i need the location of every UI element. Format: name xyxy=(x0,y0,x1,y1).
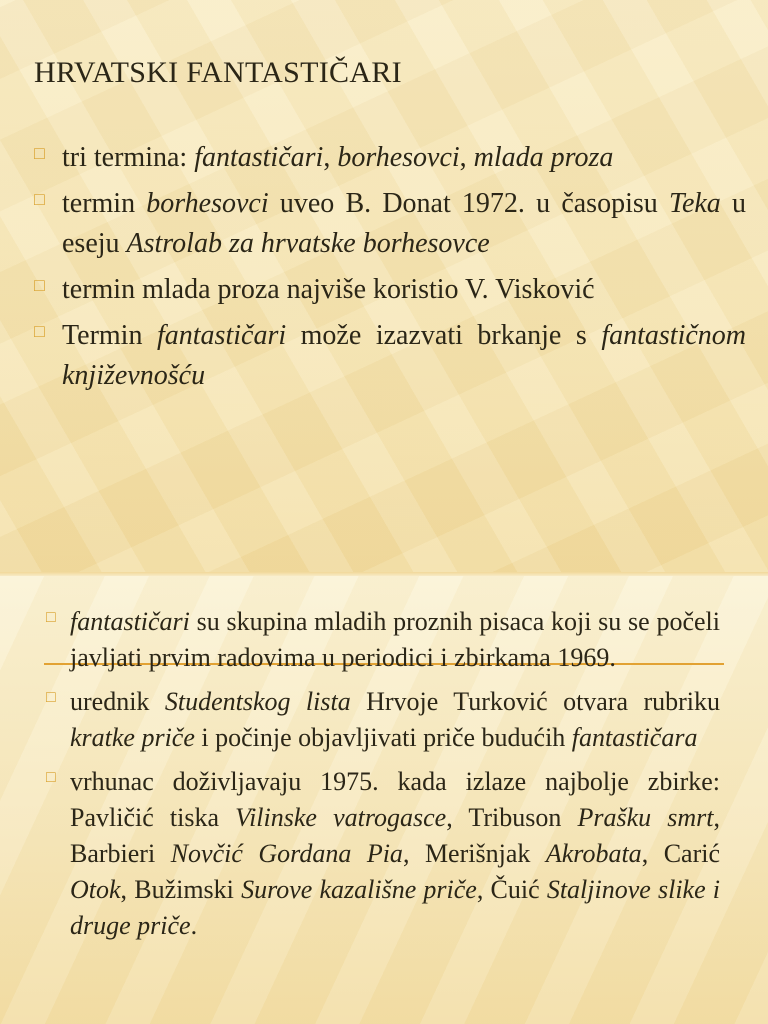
italic-text-run: fantastičnom književnošću xyxy=(62,320,746,391)
text-run: , Carić xyxy=(641,839,720,868)
bullet-marker-icon: □ xyxy=(34,143,45,163)
italic-text-run: fantastičara xyxy=(571,723,698,752)
slide-1-bullet-list xyxy=(34,138,746,402)
italic-text-run: Studentskog lista xyxy=(164,687,351,716)
bullet-marker-icon: □ xyxy=(34,275,45,295)
text-run: , Barbieri xyxy=(70,803,720,868)
bullet-marker-icon: □ xyxy=(34,189,45,209)
italic-text-run: fantastičari xyxy=(70,607,190,636)
slide-title: HRVATSKI FANTASTIČARI xyxy=(34,56,402,89)
text-run: su skupina mladih proznih pisaca koji su se počeli javljati prvim radovima u periodici i zbirkama 1969. xyxy=(70,607,720,672)
bullet-item xyxy=(46,764,720,944)
text-run: , xyxy=(323,142,338,173)
italic-text-run: fantastičari xyxy=(194,142,324,173)
bullet-marker-icon: □ xyxy=(46,769,56,786)
italic-text-run: Vilinske vatrogasce xyxy=(235,803,447,832)
text-run: uveo B. Donat 1972. u časopisu xyxy=(268,188,669,219)
bullet-item xyxy=(34,270,746,310)
italic-text-run: Akrobata xyxy=(545,839,642,868)
text-run: . xyxy=(190,911,198,940)
text-run: urednik xyxy=(70,687,165,716)
text-run: i počinje objavljivati priče budućih xyxy=(194,723,572,752)
text-run: termin mlada proza najviše koristio V. Visković xyxy=(62,274,595,305)
italic-text-run: borhesovci xyxy=(146,188,269,219)
text-run: Hrvoje Turković otvara rubriku xyxy=(350,687,721,716)
text-run: tri termina: xyxy=(62,142,195,173)
bullet-item xyxy=(46,684,720,756)
italic-text-run: Novčić Gordana Pia xyxy=(170,839,403,868)
bullet-item xyxy=(34,184,746,264)
text-run: , Tribuson xyxy=(446,803,578,832)
bullet-marker-icon: □ xyxy=(46,609,56,626)
text-run: Termin xyxy=(62,320,157,351)
text-run: vrhunac doživljavaju 1975. kada izlaze najbolje zbirke: Pavličić tiska xyxy=(70,767,720,832)
italic-text-run: fantastičari xyxy=(157,320,287,351)
italic-text-run: kratke priče xyxy=(70,723,195,752)
bullet-marker-icon: □ xyxy=(34,321,45,341)
text-run: termin xyxy=(62,188,147,219)
text-run: u eseju xyxy=(62,188,746,259)
italic-text-run: Astrolab za hrvatske borhesovce xyxy=(126,228,490,259)
italic-text-run: Teka xyxy=(668,188,721,219)
slide-2-bullet-list xyxy=(46,604,720,952)
italic-text-run: Prašku smrt xyxy=(577,803,714,832)
bullet-item xyxy=(34,138,746,178)
text-run: , Merišnjak xyxy=(402,839,546,868)
italic-text-run: Otok xyxy=(70,875,121,904)
text-run: može izazvati brkanje s xyxy=(286,320,602,351)
text-run: , Čuić xyxy=(476,875,547,904)
bullet-marker-icon: □ xyxy=(46,689,56,706)
italic-text-run: mlada proza xyxy=(473,142,614,173)
bullet-item xyxy=(34,316,746,396)
text-run: , xyxy=(459,142,474,173)
italic-text-run: borhesovci xyxy=(337,142,460,173)
slide-2 xyxy=(0,576,768,1024)
italic-text-run: Surove kazališne priče xyxy=(241,875,477,904)
bullet-item xyxy=(46,604,720,676)
italic-text-run: Staljinove slike i druge priče xyxy=(70,875,721,940)
text-run: , Bužimski xyxy=(120,875,242,904)
